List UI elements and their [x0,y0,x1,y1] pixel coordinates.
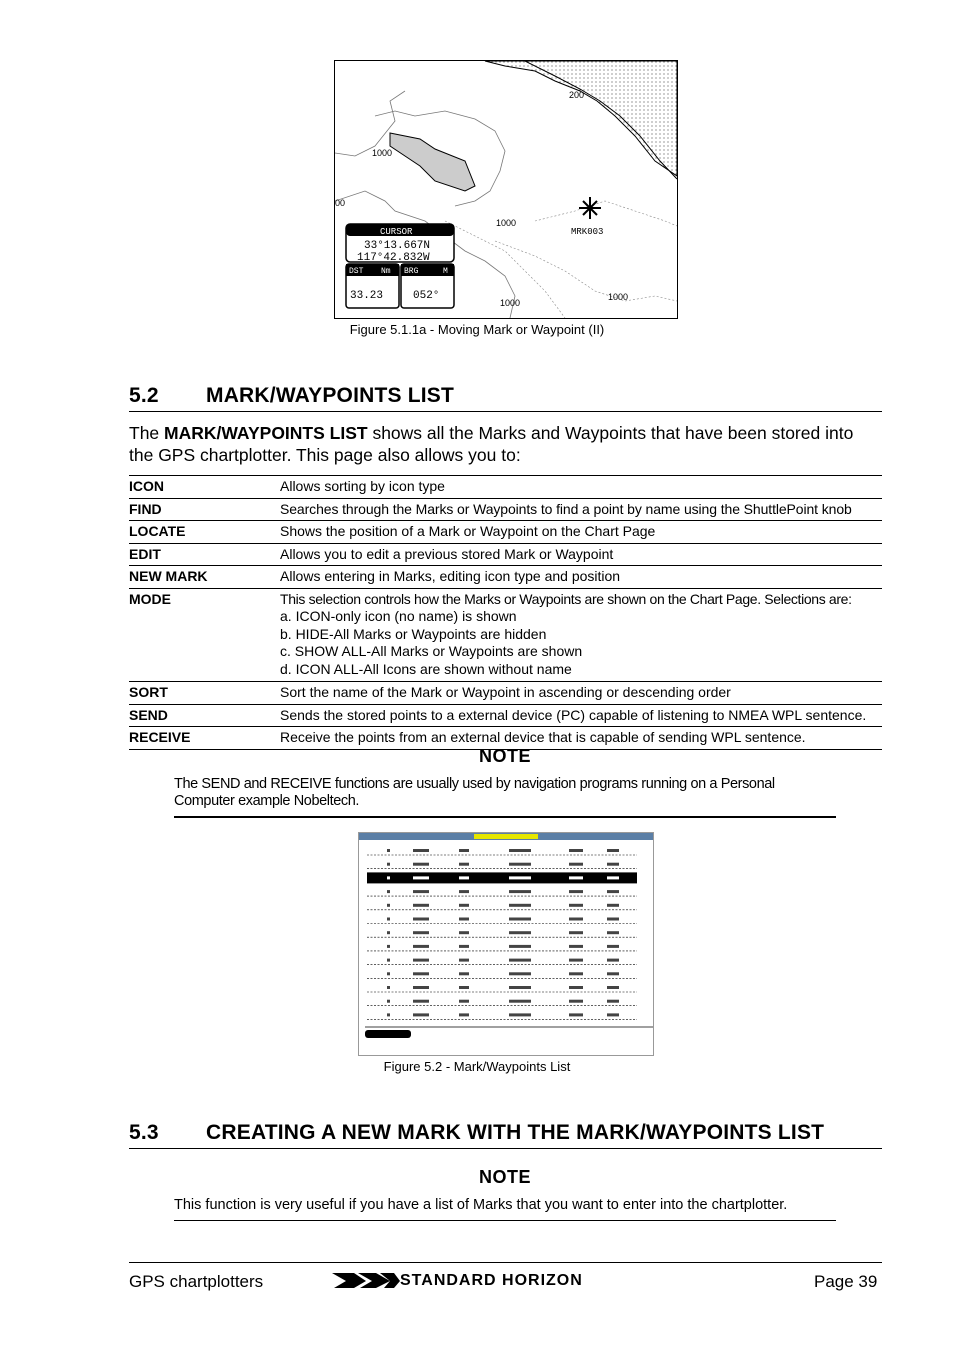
command-table [129,475,882,750]
note-text: This function is very useful if you have a list of Marks that you want to enter into the chartplotter. [174,1197,836,1221]
list-cell-placeholder [387,849,390,852]
list-cell-placeholder [413,1000,429,1003]
list-cell-placeholder [413,863,429,866]
table-row [129,498,882,521]
command-key: RECEIVE [129,727,280,750]
footer-divider [129,1262,882,1263]
list-cell-placeholder [509,945,531,948]
depth-label: 1000 [372,148,393,158]
list-cell-placeholder [459,972,469,975]
command-desc: Sort the name of the Mark or Waypoint in ascending or descending order [280,682,882,705]
command-key: EDIT [129,543,280,566]
list-cell-placeholder [509,972,531,975]
list-cell-placeholder [509,986,531,989]
list-cell-placeholder [459,890,469,893]
list-cell-placeholder [413,1013,429,1016]
page-number: Page 39 [814,1272,878,1291]
list-cell-placeholder [509,918,531,921]
list-cell-placeholder [387,904,390,907]
list-cell-placeholder [387,986,390,989]
list-cell-placeholder [413,890,429,893]
footer-left: GPS chartplotters [129,1272,264,1291]
dst-unit: Nm [381,267,391,276]
command-key: SEND [129,704,280,727]
list-cell-placeholder [607,876,619,879]
table-row [129,682,882,705]
list-cell-placeholder [607,904,619,907]
list-cell-placeholder [607,972,619,975]
list-cell-placeholder [569,918,583,921]
brand-logo [332,1270,692,1290]
list-cell-placeholder [509,959,531,962]
section-title: MARK/WAYPOINTS LIST [206,384,455,407]
dst-label: DST [349,267,364,276]
depth-label: 1000 [496,218,517,228]
list-cell-placeholder [607,986,619,989]
chart-map [335,61,677,318]
list-cell-placeholder [413,931,429,934]
list-cell-placeholder [387,1000,390,1003]
list-cell-placeholder [607,931,619,934]
list-cell-placeholder [413,918,429,921]
figure-caption: Figure 5.1.1a - Moving Mark or Waypoint (II) [349,322,605,337]
intro-text: shows all the Marks and Waypoints that have been stored into the GPS chartplotter. This page also allows you to: [129,423,854,465]
island [390,133,475,191]
command-key: NEW MARK [129,566,280,589]
command-desc [280,588,882,682]
mode-option: c. SHOW ALL-All Marks or Waypoints are shown [280,643,583,659]
list-cell-placeholder [413,986,429,989]
list-cell-placeholder [607,849,619,852]
list-cell-placeholder [413,945,429,948]
brand-name: STANDARD HORIZON [400,1272,583,1289]
note-text: The SEND and RECEIVE functions are usually used by navigation programs running on a Personal Computer example Nobeltech. [174,776,836,818]
command-key: SORT [129,682,280,705]
list-cell-placeholder [387,959,390,962]
intro-bold: MARK/WAYPOINTS LIST [164,423,368,443]
list-cell-placeholder [459,876,469,879]
list-cell-placeholder [387,863,390,866]
table-row [129,566,882,589]
list-cell-placeholder [387,1013,390,1016]
brand-logo-icon [332,1270,692,1290]
brg-unit: M [443,267,448,276]
list-cell-placeholder [569,931,583,934]
coast-land [485,61,677,176]
list-cell-placeholder [413,849,429,852]
mark-icon[interactable] [579,197,601,219]
mark-label: MRK003 [571,227,604,237]
list-cell-placeholder [459,1000,469,1003]
depth-label: 1000 [608,292,629,302]
note-title: NOTE [478,746,531,766]
section-number: 5.2 [129,384,159,407]
section-title: CREATING A NEW MARK WITH THE MARK/WAYPOINTS LIST [206,1121,825,1144]
table-row [129,476,882,499]
list-cell-placeholder [509,863,531,866]
list-cell-placeholder [569,959,583,962]
list-cell-placeholder [569,849,583,852]
list-cell-placeholder [509,904,531,907]
command-key: FIND [129,498,280,521]
section-heading [129,1121,882,1149]
list-cell-placeholder [413,972,429,975]
list-cell-placeholder [413,959,429,962]
figure-caption: Figure 5.2 - Mark/Waypoints List [383,1059,571,1074]
list-cell-placeholder [607,945,619,948]
intro-text: The [129,423,165,443]
list-cell-placeholder [509,1000,531,1003]
list-cell-placeholder [509,876,531,879]
command-key: LOCATE [129,521,280,544]
list-cell-placeholder [413,904,429,907]
list-cell-placeholder [459,904,469,907]
section-number: 5.3 [129,1121,159,1144]
list-cell-placeholder [459,849,469,852]
intro-paragraph [129,422,882,466]
list-cell-placeholder [569,1013,583,1016]
list-cell-placeholder [509,890,531,893]
list-cell-placeholder [459,931,469,934]
section-heading [129,384,882,412]
mark-list-figure [358,832,654,1056]
list-cell-placeholder [509,931,531,934]
list-cell-placeholder [509,849,531,852]
brg-label: BRG [404,267,419,276]
mode-option: a. ICON-only icon (no name) is shown [280,608,517,624]
command-desc: Sends the stored points to a external device (PC) capable of listening to NMEA WPL sentence. [280,704,882,727]
depth-label: 00 [335,198,346,208]
list-cell-placeholder [387,931,390,934]
command-desc: Shows the position of a Mark or Waypoint on the Chart Page [280,521,882,544]
command-desc: Allows you to edit a previous stored Mark or Waypoint [280,543,882,566]
dst-value: 33.23 [350,290,384,302]
list-cell-placeholder [569,1000,583,1003]
list-cell-placeholder [387,890,390,893]
mode-option: d. ICON ALL-All Icons are shown without name [280,660,572,677]
list-cell-placeholder [569,863,583,866]
list-cell-placeholder [387,945,390,948]
list-cell-placeholder [413,876,429,879]
command-desc: Allows entering in Marks, editing icon type and position [280,566,882,589]
list-cell-placeholder [459,986,469,989]
selected-row-highlight [367,872,637,883]
cursor-title: CURSOR [380,227,413,237]
table-row [129,543,882,566]
list-cell-placeholder [459,959,469,962]
command-desc: Receive the points from an external device that is capable of sending WPL sentence. [280,727,882,750]
list-cell-placeholder [607,890,619,893]
list-cell-placeholder [607,863,619,866]
list-cell-placeholder [569,972,583,975]
mode-option: b. HIDE-All Marks or Waypoints are hidden [280,625,547,642]
command-key: ICON [129,476,280,499]
table-row [129,704,882,727]
list-cell-placeholder [607,959,619,962]
list-cell-placeholder [387,876,390,879]
chart-figure [334,60,678,319]
depth-label: 1000 [500,298,521,308]
list-cell-placeholder [607,1013,619,1016]
command-desc: Allows sorting by icon type [280,476,882,499]
list-cell-placeholder [459,1013,469,1016]
cursor-lon: 117°42.832W [357,252,430,264]
list-cell-placeholder [459,945,469,948]
mode-desc: This selection controls how the Marks or Waypoints are shown on the Chart Page. Selections are: [280,590,852,607]
cursor-lat: 33°13.667N [364,240,431,252]
list-cell-placeholder [569,890,583,893]
table-row [129,521,882,544]
command-key: MODE [129,588,280,682]
list-cell-placeholder [387,918,390,921]
list-cell-placeholder [459,918,469,921]
list-cell-placeholder [569,876,583,879]
list-cell-placeholder [569,986,583,989]
mark-list-screen [359,833,653,1055]
list-cell-placeholder [607,1000,619,1003]
note-title: NOTE [478,1167,531,1187]
list-cell-placeholder [607,918,619,921]
command-desc: Searches through the Marks or Waypoints to find a point by name using the ShuttlePoint knob [280,498,882,521]
list-cell-placeholder [509,1013,531,1016]
depth-label: 200 [569,90,585,100]
brg-value: 052° [413,290,440,302]
list-cell-placeholder [569,904,583,907]
list-cell-placeholder [459,863,469,866]
table-row [129,588,882,682]
list-cell-placeholder [387,972,390,975]
list-cell-placeholder [569,945,583,948]
